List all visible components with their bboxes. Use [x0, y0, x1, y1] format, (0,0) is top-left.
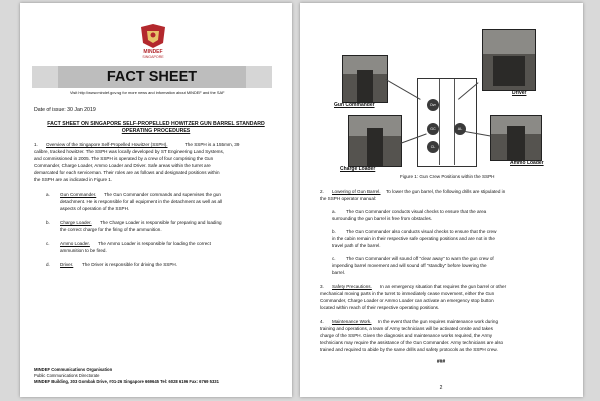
fact-sheet-banner [32, 66, 272, 88]
para3-number: 3. [320, 284, 324, 289]
footer-line: MINDEF Building, 303 Gombak Drive, #01-26 Singapore 669645 Tel: 6028 6196 Fax: 6769 5331 [34, 379, 219, 384]
photo-figure [493, 56, 525, 86]
item-line: The Ammo Loader is responsible for loading the correct [98, 241, 211, 246]
item-title: Gun Commander. [60, 192, 97, 197]
date-of-issue: Date of issue: 30 Jan 2019 [34, 107, 96, 113]
sub-item-line: The Gun Commander will sound off "clear away" to warn the gun crew of [346, 256, 494, 261]
photo-figure [507, 126, 525, 160]
sub-item-line: The Gun Commander conducts visual checks to ensure that the area [346, 209, 487, 214]
sub-item-letter: b. [332, 229, 336, 234]
para4-line: charge of the SSPH. Given the diagnosis and maintenance works required, the Army [320, 333, 493, 338]
visit-line: Visit http://www.mindef.gov.sg for more news and information about MINDEF and the SAF [70, 90, 225, 95]
para4-line: training and operations, a team of Army technicians will be activated onsite and takes [320, 326, 493, 331]
para2-line: To lower the gun barrel, the following drills are stipulated in [386, 189, 506, 194]
item-line: The Gun Commander commands and supervises the gun [104, 192, 221, 197]
photo-sky [483, 30, 535, 54]
crew-position-al: AL [454, 123, 466, 135]
item-title: Ammo Loader. [60, 241, 90, 246]
driver-label: Driver [512, 90, 527, 96]
para2-line: the SSPH operator manual: [320, 196, 377, 201]
org-sub: SINGAPORE [142, 55, 164, 59]
para4-number: 4. [320, 319, 324, 324]
heading-line-1: FACT SHEET ON SINGAPORE SELF-PROPELLED HOWITZER GUN BARREL STANDARD [47, 121, 265, 127]
gun-commander-label: Gun Commander [334, 102, 375, 108]
footer-line: Public Communications Directorate [34, 373, 100, 378]
item-line: The Driver is responsible for driving the SSPH. [82, 262, 177, 267]
item-line: aspects of operation of the SSPH. [60, 206, 130, 211]
para1-line: the SSPH are as indicated in Figure 1. [34, 177, 113, 182]
charge-loader-label: Charge Loader [340, 166, 376, 172]
sub-item-line: impending barrel movement and will sound off "standby" before lowering the [332, 263, 487, 268]
para3-title: Safety Precautions. [332, 284, 372, 289]
sub-item-line: barrel. [332, 270, 346, 275]
crew-position-dvr: Dvr [427, 99, 439, 111]
gun-commander-photo [342, 55, 388, 103]
footer-line: MINDEF Communications Organisation [34, 367, 113, 372]
para2-title: Lowering of Gun Barrel. [332, 189, 381, 194]
para2-number: 2. [320, 189, 324, 194]
item-title: Driver. [60, 262, 74, 267]
para1-line: Commander, Charge Loader, Ammo Loader and Driver. Safe areas within the turret are [34, 163, 211, 168]
item-letter: b. [46, 220, 50, 225]
para4-line: trained and required to abide by the same drills and safety protocols as the SSPH crew. [320, 347, 498, 352]
crew-position-cl: CL [427, 141, 439, 153]
org-name: MINDEF [143, 49, 163, 55]
driver-photo [482, 29, 536, 91]
fact-sheet-page-2 [300, 3, 583, 397]
sub-item-letter: c. [332, 256, 336, 261]
para3-line: located within reach of their respective operating positions. [320, 305, 440, 310]
item-line: The Charge Loader is responsible for preparing and loading [100, 220, 222, 225]
ammo-loader-label: Ammo Loader [510, 160, 544, 166]
pointer-line [386, 79, 421, 100]
item-line: the correct charge for the firing of the ammunition. [60, 227, 162, 232]
page-title: FACT SHEET [106, 69, 198, 85]
item-letter: d. [46, 262, 50, 267]
gun-barrel-outline [439, 79, 455, 165]
sub-item-line: surrounding the gun barrel is free from obstacles. [332, 216, 433, 221]
item-line: ammunition to be fired. [60, 248, 107, 253]
crew-position-gc: GC [427, 123, 439, 135]
para3-line: In an emergency situation that requires the gun barrel or other [380, 284, 507, 289]
item-title: Charge Loader. [60, 220, 92, 225]
para1-line: The SSPH is a 155mm, 39 [185, 142, 240, 147]
para4-line: In the event that the gun requires maintenance work during [378, 319, 499, 324]
para3-line: mechanical moving parts in the turret to immediately cease movement, either the Gun [320, 291, 495, 296]
para3-line: Commander, Charge Loader or Ammo Loader can activate an emergency stop button [320, 298, 494, 303]
sub-item-line: The Gun Commander also conducts visual checks to ensure that the crew [346, 229, 497, 234]
para1-line: and commissioned in 2005. The SSPH is operated by a crew of four comprising the Gun [34, 156, 214, 161]
heading-line-2: OPERATING PROCEDURES [121, 128, 191, 134]
ammo-loader-photo [490, 115, 542, 161]
end-mark: ### [436, 359, 446, 365]
sub-item-line: travel path of the barrel. [332, 243, 381, 248]
page-number: 2 [439, 385, 443, 391]
charge-loader-photo [348, 115, 402, 167]
sub-item-letter: a. [332, 209, 336, 214]
para4-title: Maintenance Work. [332, 319, 372, 324]
figure-caption: Figure 1: Gun Crew Positions within the SSPH [400, 174, 495, 179]
item-letter: a. [46, 192, 50, 197]
para1-title: Overview of the Singapore Self-Propelled Howitzer (SSPH). [46, 142, 168, 147]
para1-line: demarcated for each serviceman. Their roles are as follows and designated positions within [34, 170, 220, 175]
para1-number: 1. [34, 142, 38, 147]
para1-line: calibre, tracked howitzer. The SSPH was locally developed by ST Engineering Land Systems, [34, 149, 225, 154]
item-letter: c. [46, 241, 50, 246]
fact-sheet-page-1 [20, 3, 292, 397]
photo-figure [367, 128, 383, 166]
photo-figure [357, 70, 373, 102]
sub-item-line: in the cabin remain in their respective safe operating positions and are not in the [332, 236, 495, 241]
mindef-crest-logo [138, 23, 168, 49]
para4-line: technicians may require the assistance of the Gun Commander. Army technicians are also [320, 340, 504, 345]
item-line: detachment. He is responsible for all equipment in the detachment as well as all [60, 199, 223, 204]
